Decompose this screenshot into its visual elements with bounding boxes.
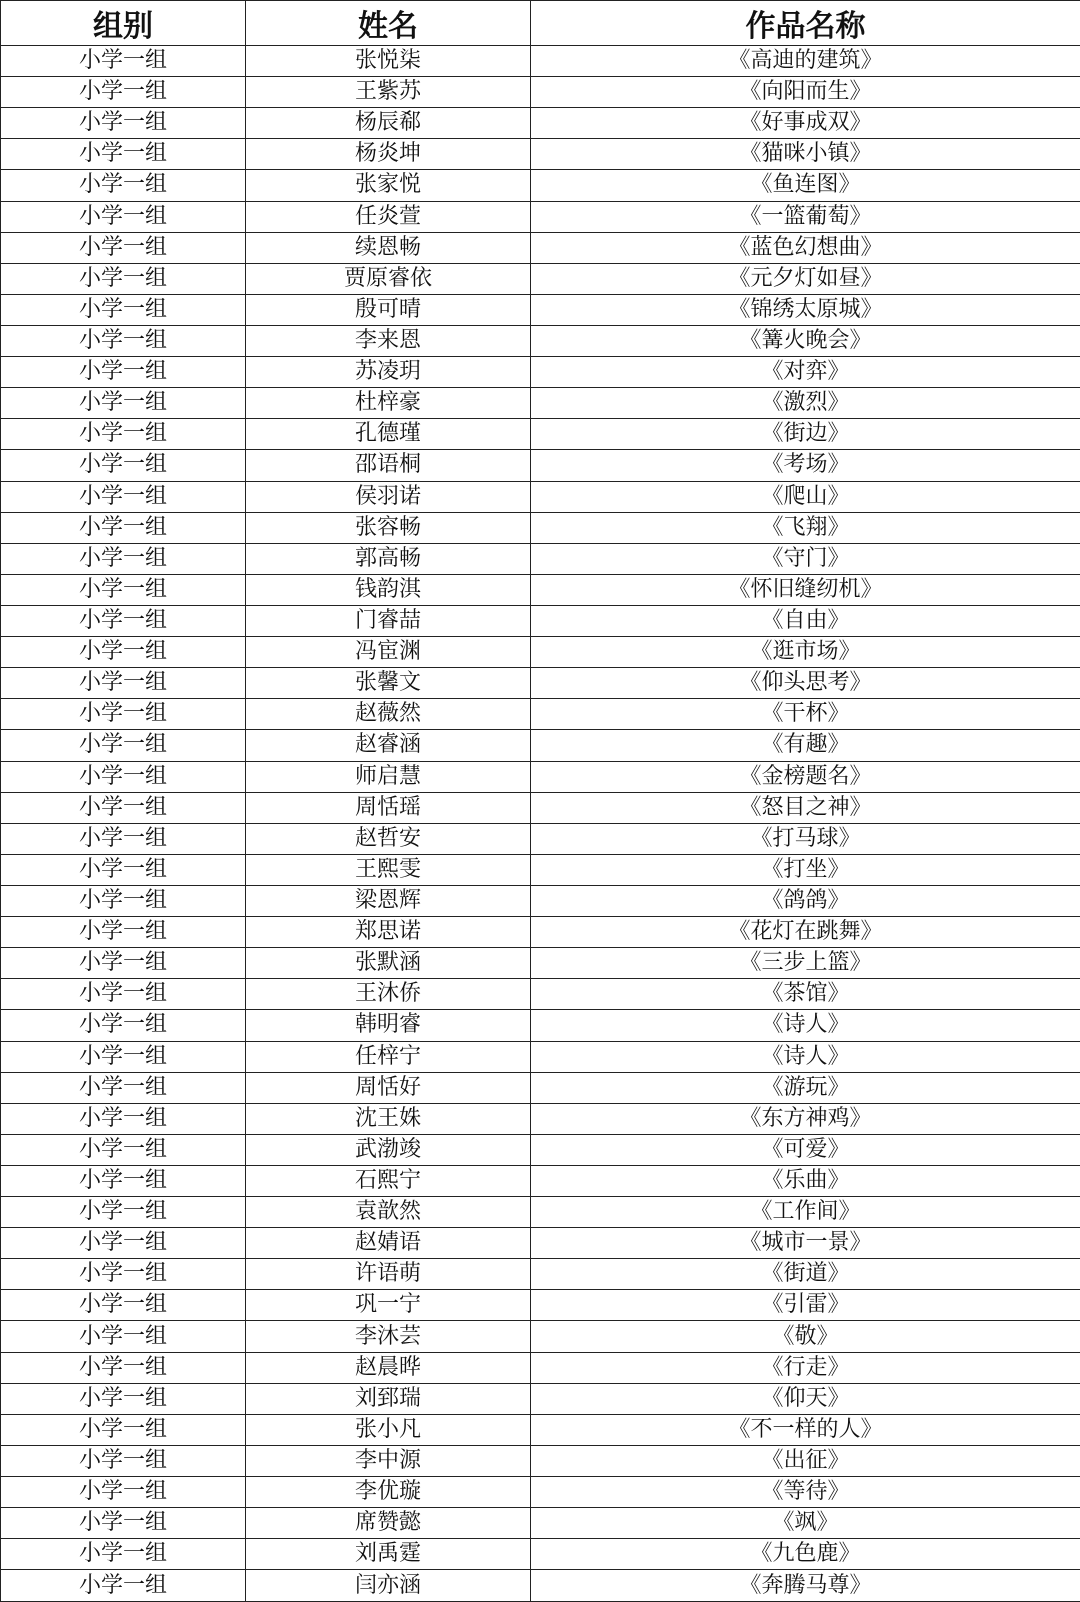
- name-cell: 苏凌玥: [246, 357, 531, 388]
- table-row: [1, 388, 1080, 419]
- group-cell: 小学一组: [1, 77, 246, 108]
- group-cell: 小学一组: [1, 730, 246, 761]
- group-cell: 小学一组: [1, 917, 246, 948]
- work-title-cell: 《东方神鸡》: [531, 1103, 1080, 1134]
- group-cell: 小学一组: [1, 1383, 246, 1414]
- group-cell: 小学一组: [1, 1290, 246, 1321]
- work-title-cell: 《鸽鸽》: [531, 885, 1080, 916]
- name-cell: 石熙宁: [246, 1165, 531, 1196]
- name-cell: 门睿喆: [246, 605, 531, 636]
- table-row: [1, 1445, 1080, 1476]
- work-title-cell: 《行走》: [531, 1352, 1080, 1383]
- work-title-cell: 《猫咪小镇》: [531, 139, 1080, 170]
- table-row: [1, 1352, 1080, 1383]
- group-cell: 小学一组: [1, 605, 246, 636]
- work-title-cell: 《街边》: [531, 419, 1080, 450]
- work-title-cell: 《爬山》: [531, 481, 1080, 512]
- table-row: [1, 201, 1080, 232]
- name-cell: 李来恩: [246, 325, 531, 356]
- work-title-cell: 《不一样的人》: [531, 1414, 1080, 1445]
- name-cell: 贾原睿依: [246, 263, 531, 294]
- work-title-cell: 《自由》: [531, 605, 1080, 636]
- work-title-cell: 《三步上篮》: [531, 948, 1080, 979]
- table-row: [1, 543, 1080, 574]
- work-title-cell: 《飞翔》: [531, 512, 1080, 543]
- name-cell: 赵晨晔: [246, 1352, 531, 1383]
- work-title-cell: 《乐曲》: [531, 1165, 1080, 1196]
- table-row: [1, 948, 1080, 979]
- name-cell: 沈王姝: [246, 1103, 531, 1134]
- name-cell: 周恬瑶: [246, 792, 531, 823]
- work-title-cell: 《金榜题名》: [531, 761, 1080, 792]
- work-title-cell: 《蓝色幻想曲》: [531, 232, 1080, 263]
- group-cell: 小学一组: [1, 232, 246, 263]
- table-row: [1, 885, 1080, 916]
- table-row: [1, 1197, 1080, 1228]
- group-cell: 小学一组: [1, 294, 246, 325]
- group-cell: 小学一组: [1, 263, 246, 294]
- table-row: [1, 1010, 1080, 1041]
- work-title-cell: 《高迪的建筑》: [531, 46, 1080, 77]
- group-cell: 小学一组: [1, 1352, 246, 1383]
- table-row: [1, 170, 1080, 201]
- group-cell: 小学一组: [1, 948, 246, 979]
- work-title-cell: 《篝火晚会》: [531, 325, 1080, 356]
- work-title-cell: 《锦绣太原城》: [531, 294, 1080, 325]
- table-row: [1, 1228, 1080, 1259]
- table-row: [1, 419, 1080, 450]
- work-title-cell: 《花灯在跳舞》: [531, 917, 1080, 948]
- name-cell: 侯羽诺: [246, 481, 531, 512]
- name-cell: 李中源: [246, 1445, 531, 1476]
- name-cell: 任梓宁: [246, 1041, 531, 1072]
- group-cell: 小学一组: [1, 574, 246, 605]
- group-cell: 小学一组: [1, 1134, 246, 1165]
- group-cell: 小学一组: [1, 1041, 246, 1072]
- table-row: [1, 1570, 1080, 1602]
- group-cell: 小学一组: [1, 979, 246, 1010]
- table-row: [1, 699, 1080, 730]
- table-row: [1, 512, 1080, 543]
- name-cell: 杜梓豪: [246, 388, 531, 419]
- table-row: [1, 979, 1080, 1010]
- work-title-cell: 《仰天》: [531, 1383, 1080, 1414]
- table-row: [1, 481, 1080, 512]
- group-cell: 小学一组: [1, 46, 246, 77]
- group-cell: 小学一组: [1, 823, 246, 854]
- name-cell: 邵语桐: [246, 450, 531, 481]
- name-cell: 师启慧: [246, 761, 531, 792]
- name-cell: 赵婧语: [246, 1228, 531, 1259]
- group-cell: 小学一组: [1, 668, 246, 699]
- group-cell: 小学一组: [1, 108, 246, 139]
- work-title-cell: 《对弈》: [531, 357, 1080, 388]
- name-cell: 孔德瑾: [246, 419, 531, 450]
- name-cell: 张默涵: [246, 948, 531, 979]
- work-title-cell: 《有趣》: [531, 730, 1080, 761]
- table-row: [1, 1290, 1080, 1321]
- work-title-cell: 《茶馆》: [531, 979, 1080, 1010]
- work-title-cell: 《诗人》: [531, 1041, 1080, 1072]
- name-cell: 张小凡: [246, 1414, 531, 1445]
- table-row: [1, 917, 1080, 948]
- table-body: [1, 46, 1080, 1602]
- table-row: [1, 1103, 1080, 1134]
- work-title-cell: 《鱼连图》: [531, 170, 1080, 201]
- table-row: [1, 1383, 1080, 1414]
- name-cell: 袁歆然: [246, 1197, 531, 1228]
- work-title-cell: 《守门》: [531, 543, 1080, 574]
- work-title-cell: 《奔腾马尊》: [531, 1570, 1080, 1602]
- group-cell: 小学一组: [1, 1570, 246, 1602]
- name-cell: 张家悦: [246, 170, 531, 201]
- group-cell: 小学一组: [1, 512, 246, 543]
- group-cell: 小学一组: [1, 1445, 246, 1476]
- group-cell: 小学一组: [1, 1321, 246, 1352]
- name-cell: 冯宦渊: [246, 637, 531, 668]
- table-row: [1, 823, 1080, 854]
- group-cell: 小学一组: [1, 325, 246, 356]
- work-title-cell: 《好事成双》: [531, 108, 1080, 139]
- name-cell: 刘禹霆: [246, 1539, 531, 1570]
- header-work-title: 作品名称: [531, 1, 1080, 46]
- table-row: [1, 1414, 1080, 1445]
- group-cell: 小学一组: [1, 139, 246, 170]
- group-cell: 小学一组: [1, 450, 246, 481]
- name-cell: 闫亦涵: [246, 1570, 531, 1602]
- work-title-cell: 《怀旧缝纫机》: [531, 574, 1080, 605]
- table-row: [1, 792, 1080, 823]
- group-cell: 小学一组: [1, 637, 246, 668]
- name-cell: 郑思诺: [246, 917, 531, 948]
- table-row: [1, 1041, 1080, 1072]
- name-cell: 杨辰郗: [246, 108, 531, 139]
- header-name: 姓名: [246, 1, 531, 46]
- name-cell: 王熙雯: [246, 854, 531, 885]
- work-title-cell: 《可爱》: [531, 1134, 1080, 1165]
- group-cell: 小学一组: [1, 201, 246, 232]
- group-cell: 小学一组: [1, 1197, 246, 1228]
- work-title-cell: 《干杯》: [531, 699, 1080, 730]
- name-cell: 殷可晴: [246, 294, 531, 325]
- work-title-cell: 《逛市场》: [531, 637, 1080, 668]
- table-row: [1, 637, 1080, 668]
- table-row: [1, 1072, 1080, 1103]
- group-cell: 小学一组: [1, 170, 246, 201]
- table-row: [1, 232, 1080, 263]
- name-cell: 张悦柒: [246, 46, 531, 77]
- table-row: [1, 325, 1080, 356]
- table-row: [1, 1165, 1080, 1196]
- work-title-cell: 《打马球》: [531, 823, 1080, 854]
- group-cell: 小学一组: [1, 854, 246, 885]
- table-row: [1, 605, 1080, 636]
- work-title-cell: 《游玩》: [531, 1072, 1080, 1103]
- work-title-cell: 《打坐》: [531, 854, 1080, 885]
- work-title-cell: 《飒》: [531, 1508, 1080, 1539]
- header-group: 组别: [1, 1, 246, 46]
- work-title-cell: 《工作间》: [531, 1197, 1080, 1228]
- group-cell: 小学一组: [1, 792, 246, 823]
- group-cell: 小学一组: [1, 419, 246, 450]
- group-cell: 小学一组: [1, 1508, 246, 1539]
- group-cell: 小学一组: [1, 388, 246, 419]
- table-row: [1, 761, 1080, 792]
- group-cell: 小学一组: [1, 1165, 246, 1196]
- table-row: [1, 1477, 1080, 1508]
- name-cell: 巩一宁: [246, 1290, 531, 1321]
- name-cell: 韩明睿: [246, 1010, 531, 1041]
- table-row: [1, 668, 1080, 699]
- table-row: [1, 294, 1080, 325]
- name-cell: 赵睿涵: [246, 730, 531, 761]
- table-row: [1, 450, 1080, 481]
- name-cell: 续恩畅: [246, 232, 531, 263]
- name-cell: 王紫苏: [246, 77, 531, 108]
- name-cell: 李沐芸: [246, 1321, 531, 1352]
- group-cell: 小学一组: [1, 543, 246, 574]
- name-cell: 张容畅: [246, 512, 531, 543]
- work-title-cell: 《诗人》: [531, 1010, 1080, 1041]
- work-title-cell: 《激烈》: [531, 388, 1080, 419]
- table-row: [1, 108, 1080, 139]
- name-cell: 王沐侨: [246, 979, 531, 1010]
- table-row: [1, 46, 1080, 77]
- name-cell: 李优璇: [246, 1477, 531, 1508]
- name-cell: 席赞懿: [246, 1508, 531, 1539]
- name-cell: 赵薇然: [246, 699, 531, 730]
- table-row: [1, 1321, 1080, 1352]
- work-title-cell: 《城市一景》: [531, 1228, 1080, 1259]
- name-cell: 刘郅瑞: [246, 1383, 531, 1414]
- name-cell: 梁恩辉: [246, 885, 531, 916]
- table-row: [1, 77, 1080, 108]
- work-title-cell: 《向阳而生》: [531, 77, 1080, 108]
- group-cell: 小学一组: [1, 885, 246, 916]
- group-cell: 小学一组: [1, 1072, 246, 1103]
- work-title-cell: 《敬》: [531, 1321, 1080, 1352]
- work-title-cell: 《街道》: [531, 1259, 1080, 1290]
- table-row: [1, 854, 1080, 885]
- name-cell: 武渤竣: [246, 1134, 531, 1165]
- table-row: [1, 1508, 1080, 1539]
- work-title-cell: 《出征》: [531, 1445, 1080, 1476]
- work-title-cell: 《引雷》: [531, 1290, 1080, 1321]
- work-title-cell: 《等待》: [531, 1477, 1080, 1508]
- group-cell: 小学一组: [1, 1539, 246, 1570]
- name-cell: 杨炎坤: [246, 139, 531, 170]
- group-cell: 小学一组: [1, 761, 246, 792]
- work-title-cell: 《元夕灯如昼》: [531, 263, 1080, 294]
- group-cell: 小学一组: [1, 1259, 246, 1290]
- name-cell: 周恬好: [246, 1072, 531, 1103]
- group-cell: 小学一组: [1, 1010, 246, 1041]
- table-row: [1, 1134, 1080, 1165]
- work-title-cell: 《仰头思考》: [531, 668, 1080, 699]
- group-cell: 小学一组: [1, 357, 246, 388]
- work-title-cell: 《一篮葡萄》: [531, 201, 1080, 232]
- table-row: [1, 1259, 1080, 1290]
- header-row: [1, 1, 1080, 46]
- group-cell: 小学一组: [1, 481, 246, 512]
- group-cell: 小学一组: [1, 1228, 246, 1259]
- name-cell: 任炎萱: [246, 201, 531, 232]
- table-row: [1, 263, 1080, 294]
- work-title-cell: 《考场》: [531, 450, 1080, 481]
- work-title-cell: 《九色鹿》: [531, 1539, 1080, 1570]
- table-row: [1, 357, 1080, 388]
- group-cell: 小学一组: [1, 1477, 246, 1508]
- group-cell: 小学一组: [1, 1103, 246, 1134]
- name-cell: 许语萌: [246, 1259, 531, 1290]
- name-cell: 赵哲安: [246, 823, 531, 854]
- name-cell: 张馨文: [246, 668, 531, 699]
- group-cell: 小学一组: [1, 1414, 246, 1445]
- name-cell: 钱韵淇: [246, 574, 531, 605]
- name-cell: 郭高畅: [246, 543, 531, 574]
- table-row: [1, 730, 1080, 761]
- table-row: [1, 139, 1080, 170]
- group-cell: 小学一组: [1, 699, 246, 730]
- table-row: [1, 1539, 1080, 1570]
- work-title-cell: 《怒目之神》: [531, 792, 1080, 823]
- table-row: [1, 574, 1080, 605]
